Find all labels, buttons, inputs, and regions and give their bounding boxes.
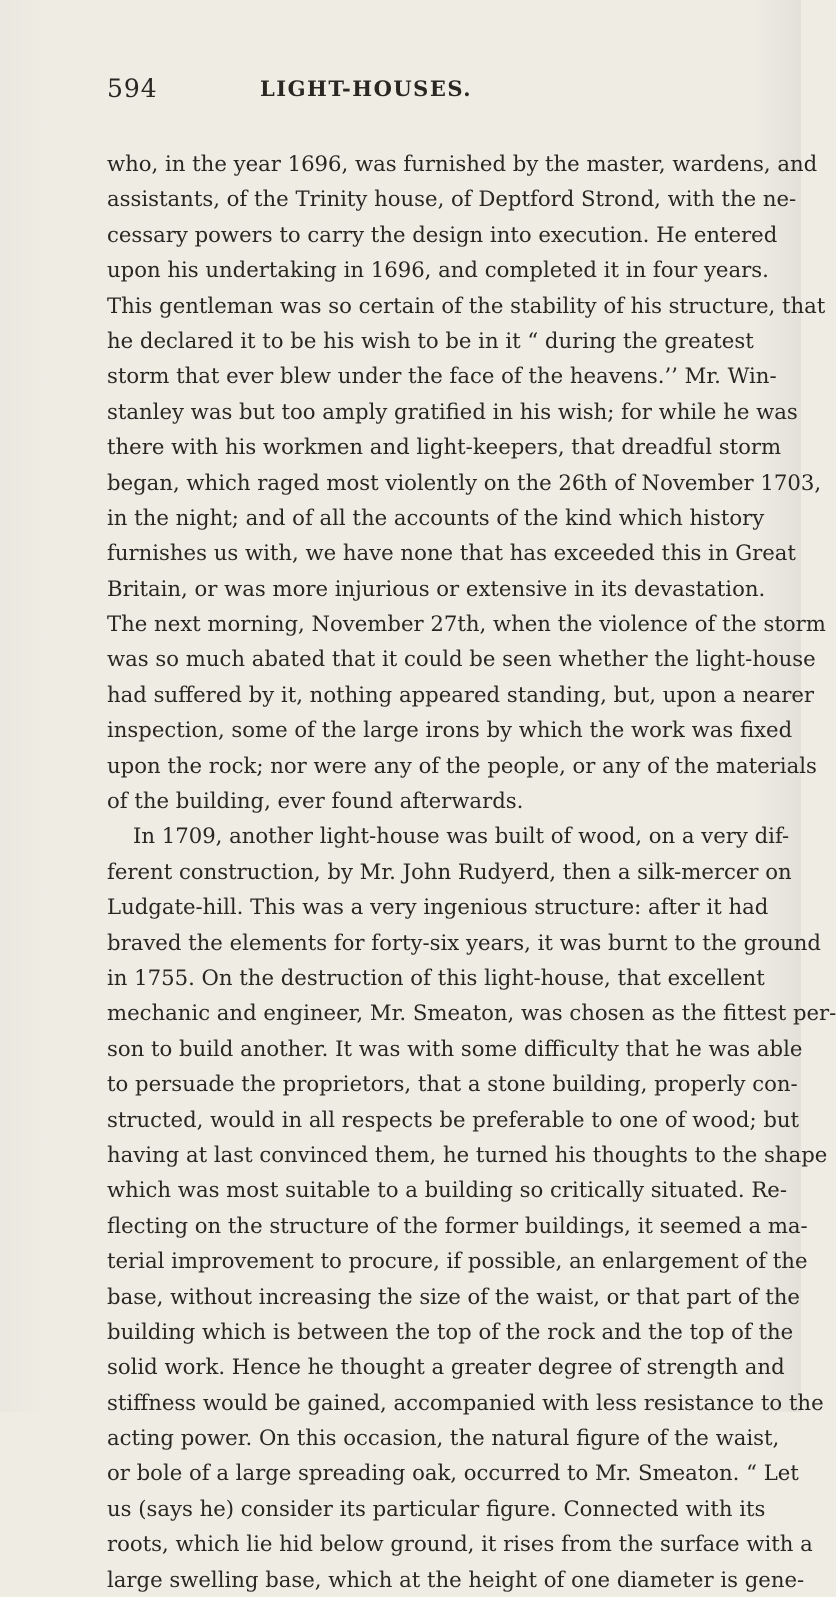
text-line: he declared it to be his wish to be in it “ during the greatest xyxy=(107,327,754,353)
text-line: ferent construction, by Mr. John Rudyerd, then a silk-mercer on xyxy=(107,858,792,884)
text-line: roots, which lie hid below ground, it rises from the surface with a xyxy=(107,1531,813,1557)
text-line: building which is between the top of the rock and the top of the xyxy=(107,1318,794,1344)
text-line: The next morning, November 27th, when the violence of the storm xyxy=(107,611,826,637)
text-line: us (says he) consider its particular figure. Connected with its xyxy=(107,1495,766,1521)
text-line: of the building, ever found afterwards. xyxy=(107,788,524,814)
text-line: solid work. Hence he thought a greater degree of strength and xyxy=(107,1354,785,1380)
text-line: This gentleman was so certain of the stability of his structure, that xyxy=(107,292,826,318)
text-line: upon the rock; nor were any of the people, or any of the materials xyxy=(107,752,817,778)
text-line: began, which raged most violently on the 26th of November 1703, xyxy=(107,469,822,495)
text-line: mechanic and engineer, Mr. Smeaton, was chosen as the fittest per- xyxy=(107,1000,836,1026)
text-line: which was most suitable to a building so critically situated. Re- xyxy=(107,1177,787,1203)
text-line: stiffness would be gained, accompanied with less resistance to the xyxy=(107,1389,824,1415)
text-line: inspection, some of the large irons by which the work was fixed xyxy=(107,717,793,743)
text-line: acting power. On this occasion, the natural figure of the waist, xyxy=(107,1425,780,1451)
page-number: 594 xyxy=(107,74,158,103)
running-head xyxy=(107,74,697,108)
text-line: in 1755. On the destruction of this light-house, that excellent xyxy=(107,964,765,990)
text-line: Ludgate-hill. This was a very ingenious structure: after it had xyxy=(107,894,769,920)
text-line: there with his workmen and light-keepers, that dreadful storm xyxy=(107,434,782,460)
running-title: LIGHT-HOUSES. xyxy=(260,76,473,101)
text-line: large swelling base, which at the height of one diameter is gene- xyxy=(107,1566,805,1592)
text-line: was so much abated that it could be seen whether the light-house xyxy=(107,646,816,672)
text-line: had suffered by it, nothing appeared standing, but, upon a nearer xyxy=(107,681,815,707)
text-line: or bole of a large spreading oak, occurred to Mr. Smeaton. “ Let xyxy=(107,1460,799,1486)
text-line: cessary powers to carry the design into execution. He entered xyxy=(107,221,778,247)
text-line: who, in the year 1696, was furnished by the master, wardens, and xyxy=(107,151,818,176)
text-line: braved the elements for forty-six years, it was burnt to the ground xyxy=(107,929,821,955)
text-line: storm that ever blew under the face of the heavens.’’ Mr. Win- xyxy=(107,363,777,389)
text-line: Britain, or was more injurious or extensive in its devastation. xyxy=(107,575,766,601)
text-line: flecting on the structure of the former buildings, it seemed a ma- xyxy=(107,1212,808,1238)
text-line: In 1709, another light-house was built of wood, on a very dif- xyxy=(133,823,790,849)
text-line: furnishes us with, we have none that has exceeded this in Great xyxy=(107,540,796,566)
body-text xyxy=(107,146,836,1597)
text-line: to persuade the proprietors, that a stone building, properly con- xyxy=(107,1071,798,1097)
text-line: in the night; and of all the accounts of the kind which history xyxy=(107,504,765,530)
text-line: terial improvement to procure, if possible, an enlargement of the xyxy=(107,1248,808,1274)
text-line: upon his undertaking in 1696, and completed it in four years. xyxy=(107,257,769,283)
text-line: son to build another. It was with some difficulty that he was able xyxy=(107,1035,803,1061)
text-line: stanley was but too amply gratified in his wish; for while he was xyxy=(107,398,798,424)
text-line: base, without increasing the size of the waist, or that part of the xyxy=(107,1283,800,1309)
text-line: having at last convinced them, he turned his thoughts to the shape xyxy=(107,1141,828,1167)
text-line: assistants, of the Trinity house, of Deptford Strond, with the ne- xyxy=(107,186,797,212)
text-line: structed, would in all respects be preferable to one of wood; but xyxy=(107,1106,800,1132)
